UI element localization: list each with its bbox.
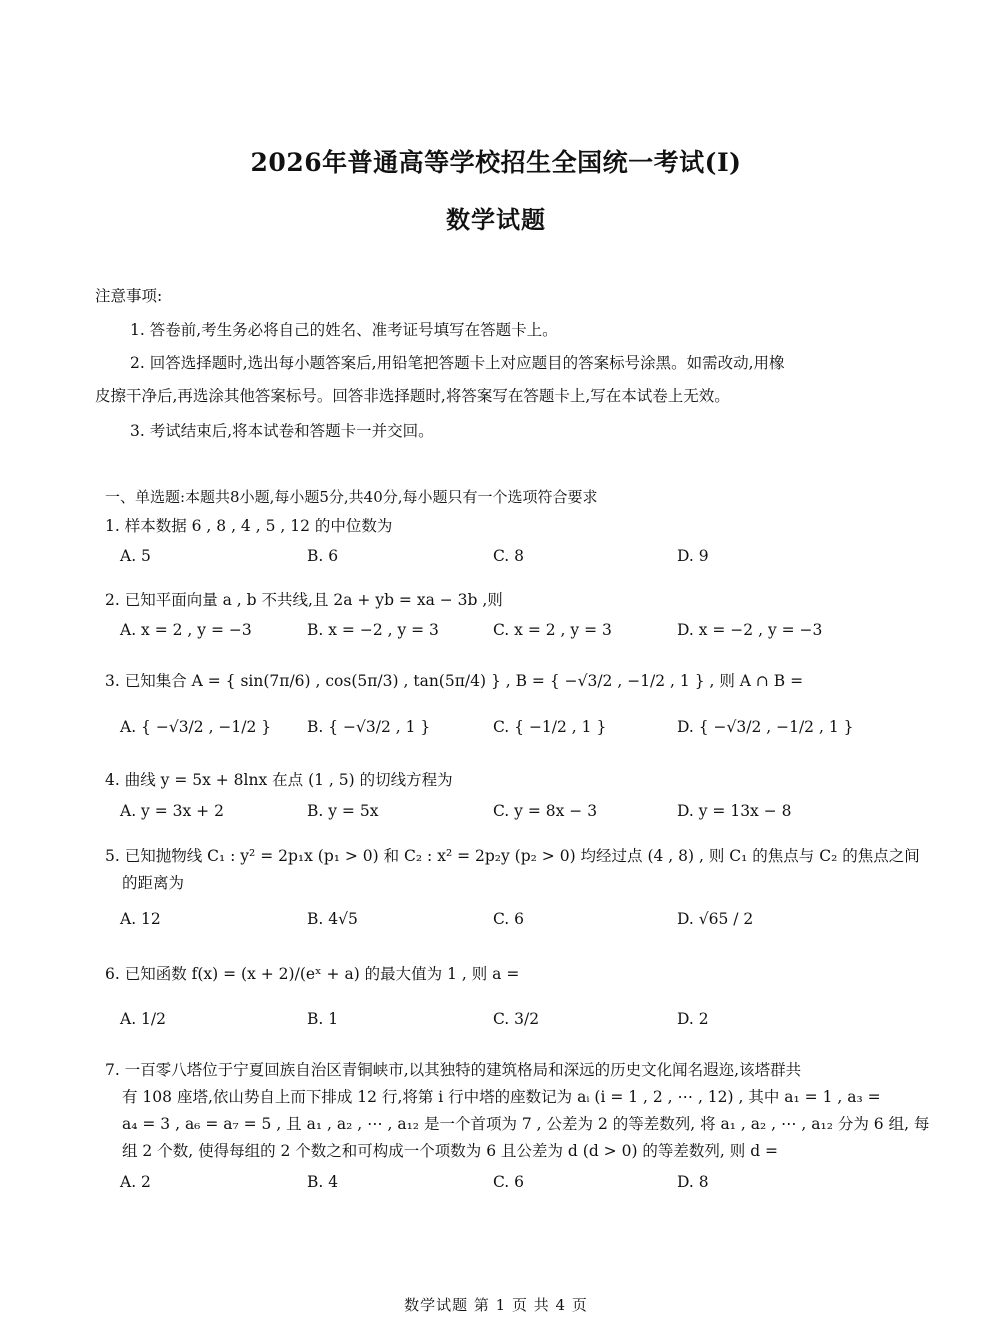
question-3-option-d: D. { −√3/2 , −1/2 , 1 }: [677, 718, 854, 736]
notice-heading: 注意事项:: [95, 287, 163, 305]
question-1-option-a: A. 5: [120, 547, 151, 565]
question-1-option-c: C. 8: [493, 547, 525, 565]
question-1-stem: 1. 样本数据 6 , 8 , 4 , 5 , 12 的中位数为: [105, 517, 393, 535]
question-4-option-a: A. y = 3x + 2: [120, 802, 224, 820]
question-4-option-c: C. y = 8x − 3: [493, 802, 598, 820]
question-5-option-a: A. 12: [120, 910, 161, 928]
notice-item-2-line-2: 皮擦干净后,再选涂其他答案标号。回答非选择题时,将答案写在答题卡上,写在本试卷上无效。: [95, 387, 730, 405]
question-5-stem-line-2: 的距离为: [122, 874, 185, 892]
question-3-option-c: C. { −1/2 , 1 }: [493, 718, 607, 736]
question-2-option-d: D. x = −2 , y = −3: [677, 621, 823, 639]
question-3-option-b: B. { −√3/2 , 1 }: [307, 718, 431, 736]
question-7-line-3: a₄ = 3 , a₆ = a₇ = 5 , 且 a₁ , a₂ , ⋯ , a₁₂ 是一个首项为 7 , 公差为 2 的等差数列, 将 a₁ , a₂ , ⋯ , a₁₂ 分为 6 组, 每: [122, 1115, 930, 1133]
question-6-option-a: A. 1/2: [120, 1010, 166, 1028]
question-1-option-d: D. 9: [677, 547, 709, 565]
question-7-line-2: 有 108 座塔,依山势自上而下排成 12 行,将第 i 行中塔的座数记为 aᵢ (i = 1 , 2 , ⋯ , 12) , 其中 a₁ = 1 , a₃ =: [122, 1088, 881, 1106]
question-3-option-a: A. { −√3/2 , −1/2 }: [120, 718, 272, 736]
exam-subtitle: 数学试题: [446, 205, 546, 234]
question-6-option-c: C. 3/2: [493, 1010, 540, 1028]
question-2-stem: 2. 已知平面向量 a , b 不共线,且 2a + yb = xa − 3b ,则: [105, 591, 503, 609]
question-5-stem-line-1: 5. 已知抛物线 C₁ : y² = 2p₁x (p₁ > 0) 和 C₂ : x² = 2p₂y (p₂ > 0) 均经过点 (4 , 8) , 则 C₁ 的焦点与 C₂ 的焦点之间: [105, 847, 920, 865]
question-5-option-b: B. 4√5: [307, 910, 358, 928]
question-3-stem: 3. 已知集合 A = { sin(7π/6) , cos(5π/3) , tan(5π/4) } , B = { −√3/2 , −1/2 , 1 } , 则 A ∩ B =: [105, 672, 804, 690]
question-7-option-b: B. 4: [307, 1173, 339, 1191]
question-6-stem: 6. 已知函数 f(x) = (x + 2)/(eˣ + a) 的最大值为 1 , 则 a =: [105, 965, 520, 983]
notice-item-1: 1. 答卷前,考生务必将自己的姓名、准考证号填写在答题卡上。: [130, 321, 558, 339]
page-footer: 数学试题 第 1 页 共 4 页: [404, 1296, 588, 1314]
notice-item-3: 3. 考试结束后,将本试卷和答题卡一并交回。: [130, 422, 434, 440]
question-6-option-b: B. 1: [307, 1010, 339, 1028]
question-7-line-4: 组 2 个数, 使得每组的 2 个数之和可构成一个项数为 6 且公差为 d (d > 0) 的等差数列, 则 d =: [122, 1142, 779, 1160]
question-7-option-c: C. 6: [493, 1173, 525, 1191]
question-6-option-d: D. 2: [677, 1010, 709, 1028]
question-1-option-b: B. 6: [307, 547, 339, 565]
question-4-stem: 4. 曲线 y = 5x + 8lnx 在点 (1 , 5) 的切线方程为: [105, 771, 453, 789]
question-2-option-a: A. x = 2 , y = −3: [120, 621, 252, 639]
question-2-option-c: C. x = 2 , y = 3: [493, 621, 612, 639]
question-4-option-d: D. y = 13x − 8: [677, 802, 792, 820]
notice-item-2-line-1: 2. 回答选择题时,选出每小题答案后,用铅笔把答题卡上对应题目的答案标号涂黑。如需改动,用橡: [130, 354, 785, 372]
question-5-option-c: C. 6: [493, 910, 525, 928]
question-4-option-b: B. y = 5x: [307, 802, 379, 820]
exam-title: 2026年普通高等学校招生全国统一考试(I): [250, 148, 742, 177]
question-7-line-1: 7. 一百零八塔位于宁夏回族自治区青铜峡市,以其独特的建筑格局和深远的历史文化闻名遐迩,该塔群共: [105, 1061, 802, 1079]
question-5-option-d: D. √65 / 2: [677, 910, 754, 928]
question-7-option-d: D. 8: [677, 1173, 709, 1191]
section-heading: 一、单选题:本题共8小题,每小题5分,共40分,每小题只有一个选项符合要求: [105, 488, 598, 506]
question-7-option-a: A. 2: [120, 1173, 151, 1191]
question-2-option-b: B. x = −2 , y = 3: [307, 621, 439, 639]
